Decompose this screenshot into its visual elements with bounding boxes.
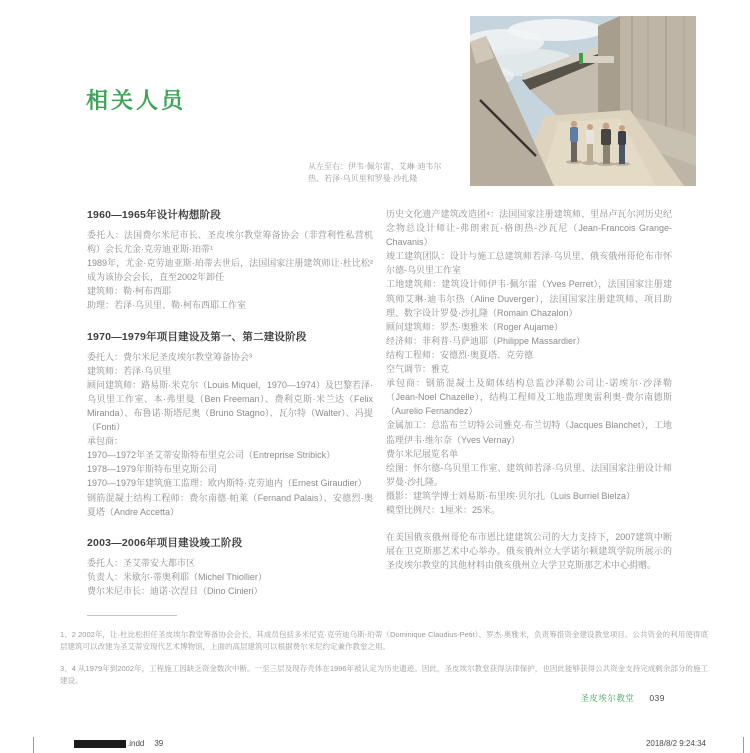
body-paragraph: 金属加工：总监布兰切特公司雅克·布兰切特（Jacques Blanchet），工地监理伊韦·维尔奈（Yves Vernay） [386, 420, 672, 445]
crop-mark-icon [33, 737, 34, 753]
left-column [87, 207, 373, 598]
body-paragraph: 1978—1979年斯特布里克斯公司 [87, 464, 218, 475]
right-column [386, 207, 672, 598]
page-footer [580, 692, 665, 704]
body-paragraph: 顾问建筑师：路易斯·米克尔（Louis Miquel，1970—1974）及巴黎若泽·乌贝里工作室、本·弗里曼（Ben Freeman）、费利克斯·米兰达（Felix Miranda）、布鲁诺·斯塔尼奥（Bruno Stagno）、瓦尔特（Walter）、冯提（Fonti） [87, 379, 373, 433]
body-paragraph: 结构工程师：安德烈·奥夏塔、克劳德 [386, 349, 533, 360]
body-paragraph: 模型比例尺：1厘米：25米。 [386, 504, 501, 515]
body-paragraph: 建筑师：勒·柯布西耶 [87, 286, 171, 297]
printers-strip [0, 735, 750, 753]
footnote-divider [87, 615, 177, 616]
body-paragraph: 费尔米尼市长：迪诺·次涅日（Dino Cinieri） [87, 585, 263, 596]
section-heading: 1970—1979年项目建设及第一、第二建设阶段 [87, 330, 307, 343]
footer-page-number: 039 [649, 693, 665, 703]
body-paragraph: 工地建筑师：建筑设计师伊韦·佩尔雷（Yves Perret），法国国家注册建筑师艾琳·迪韦尔热（Aline Duverger），法国国家注册建筑师、项目助理、数字设计罗曼·沙扎隆（Romain Chazalon） [386, 279, 672, 318]
body-paragraph: 顾问建筑师：罗杰·奥雅米（Roger Aujame） [386, 321, 564, 332]
photo-caption [308, 161, 464, 184]
section-design-phase [87, 207, 373, 313]
indd-suffix: .indd [127, 739, 145, 748]
body-paragraph: 绘图：怀尔德-乌贝里工作室、建筑师若泽·乌贝里、法国国家注册设计师罗曼·沙扎隆。 [386, 462, 672, 487]
body-paragraph: 费尔米尼展览名单 [386, 448, 459, 459]
redacted-filename-block [74, 740, 126, 748]
footnote: 1、2 2002年，让·杜比松担任圣皮埃尔教堂筹备协会会长，其成员包括多米尼克·克劳迪乌斯-珀蒂（Dominique Claudius-Petit）、罗杰·奥雅米，负责筹措资金建设教堂项目。公共资金的利用使得底层建筑可以改建为圣艾蒂安现代艺术博物馆，上面的高层建筑可以根据费尔米尼约定兼作教堂之用。 [60, 630, 708, 651]
body-paragraph: 历史文化遗产建筑改造团⁴：法国国家注册建筑师、里昂卢瓦尔河历史纪念物总设计师让-弗朗索瓦·格朗热-沙瓦尼（Jean-Francois Grange-Chavanis） [386, 209, 672, 248]
crop-mark-icon [743, 737, 744, 753]
exhibition-note-paragraph: 在美国俄亥俄州哥伦布市恩比建建筑公司的大力支持下，2007建筑中断展在卫克斯那艺术中心举办。俄亥俄州立大学诺尔顿建筑学院所展示的圣皮埃尔教堂的其他材料由俄亥俄州立大学卫克斯那艺术中心捐赠。 [386, 532, 672, 571]
body-paragraph: 助理：若泽·乌贝里、勒·柯布西耶工作室 [87, 300, 246, 311]
body-paragraph: 1970—1972年圣艾蒂安斯特布里克公司（Entreprise Stribick） [87, 450, 336, 461]
body-paragraph: 摄影：建筑学博士刘易斯·布里埃·贝尔扎（Luis Burriel Bielza） [386, 490, 636, 501]
body-paragraph: 委托人：圣艾蒂安大都市区 [87, 557, 196, 568]
section-construction-phase [87, 329, 373, 519]
indd-file-label [74, 739, 163, 748]
team-photo [470, 16, 696, 186]
body-paragraph: 委托人：法国费尔米尼市长、圣皮埃尔教堂筹备协会（非营利性私营机构）会长尤金·克劳迪亚斯·珀蒂¹ [87, 230, 373, 255]
body-paragraph: 竣工建筑团队：设计与施工总建筑师若泽·乌贝里、俄亥俄州哥伦布市怀尔德-乌贝里工作室 [386, 251, 672, 276]
section-completion-phase [87, 535, 373, 598]
section-heading: 1960—1965年设计构想阶段 [87, 209, 221, 221]
body-paragraph: 钢筋混凝土结构工程师：费尔南德·帕莱（Fernand Palais）、安德烈·奥夏塔（Andre Accetta） [87, 492, 373, 517]
section-heading: 2003—2006年项目建设竣工阶段 [87, 536, 243, 549]
body-paragraph: 负责人：米歇尔·蒂奥利耶（Michel Thiollier） [87, 571, 267, 582]
body-paragraph: 1970—1979年建筑施工监理：欧内斯特·克劳迪内（Ernest Giraudier） [87, 478, 367, 489]
photo-caption-line: 从左至右：伊韦·佩尔雷、艾琳·迪韦尔 [308, 162, 442, 171]
page-title: 相关人员 [86, 88, 187, 113]
body-paragraph: 承包商：钢筋混凝土及砌体结构总监沙泽勒公司让-诺埃尔·沙泽勒（Jean-Noel Chazelle），结构工程师及工地监理奥雷利奥·费尔南德斯（Aurelio Fernandez） [386, 378, 672, 417]
footer-chapter-label: 圣皮埃尔教堂 [580, 693, 635, 703]
body-paragraph: 空气调节：雅克 [386, 364, 450, 375]
body-paragraph: 委托人：费尔米尼圣皮埃尔教堂筹备协会³ [87, 351, 252, 362]
footnote: 3、4 从1979年到2002年，工程施工因缺乏资金数次中断。一至三层及现存壳体在1996年被认定为历史遗迹。因此，圣皮埃尔教堂获得法律保护，也因此能够获得公共资金支持完成剩余部分的施工建设。 [60, 664, 708, 685]
body-paragraph: 建筑师：若泽·乌贝里 [87, 365, 171, 376]
sheet-number: 39 [154, 739, 164, 748]
footnotes [60, 629, 708, 686]
photo-caption-line: 热、若泽·乌贝里和罗曼·沙扎隆 [308, 173, 418, 183]
body-paragraph: 经济师：菲利普·马萨迪耶（Philippe Massardier） [386, 335, 586, 346]
body-columns [87, 207, 672, 598]
body-paragraph: 1989年，尤金·克劳迪亚斯·珀蒂去世后，法国国家注册建筑师让·杜比松²成为该协会会长，直至2002年卸任 [87, 258, 373, 283]
print-timestamp: 2018/8/2 9:24:34 [645, 739, 706, 748]
body-paragraph: 承包商： [87, 436, 124, 447]
